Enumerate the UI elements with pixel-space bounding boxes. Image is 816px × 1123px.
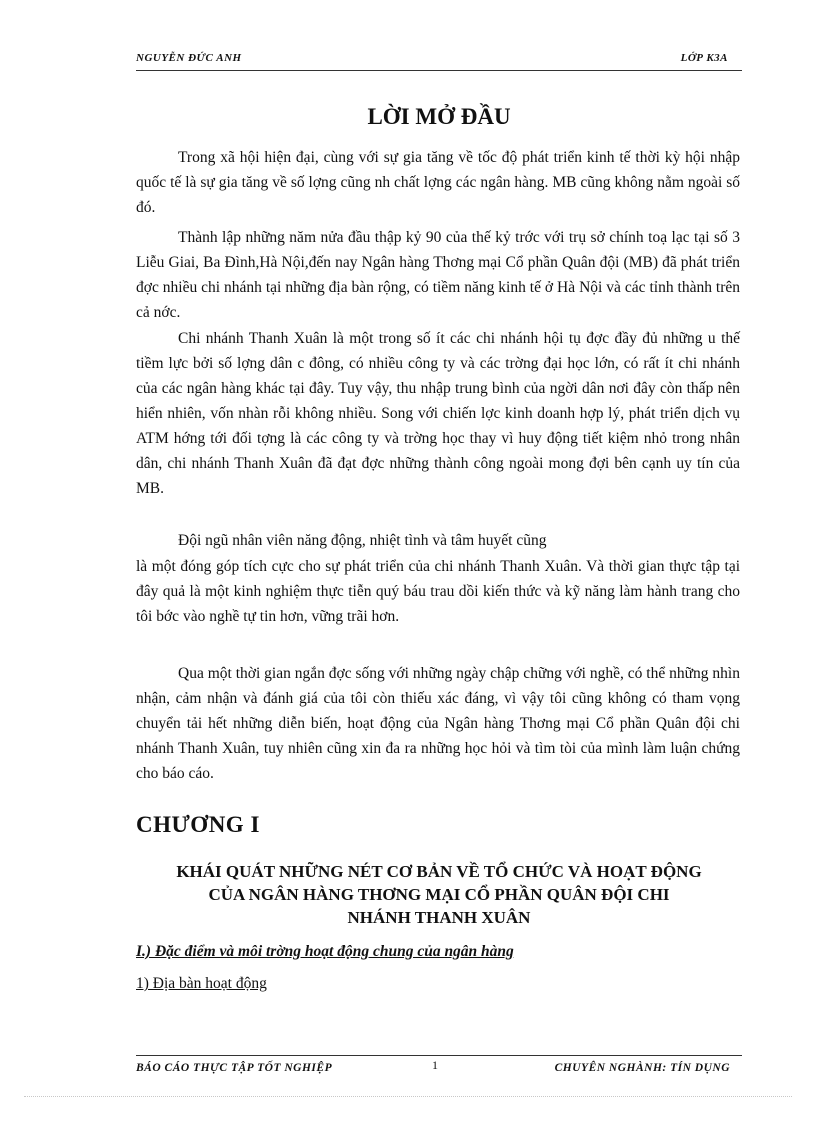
paragraph-3: Chi nhánh Thanh Xuân là một trong số ít các chi nhánh hội tụ đợc đầy đủ những u thế tiềm lực bởi số lợng dân c đông, có nhiều công ty và các trờng đại học lớn, có rất ít chi nhánh của các ngân hàng khác tại đây. Tuy vậy, thu nhập trung bình của ngời dân nơi đây còn thấp nên hiển nhiên, vốn nhàn rỗi không nhiều. Song với chiến lợc kinh doanh hợp lý, phát triển dịch vụ ATM hớng tới đối tợng là các công ty và trờng học thay vì huy động tiết kiệm nhỏ trong nhân dân, chi nhánh Thanh Xuân đã đạt đợc những thành công ngoài mong đợi bên cạnh uy tín của MB. [136,330,740,497]
subsection-heading: 1) Địa bàn hoạt động [136,975,267,992]
header-author: NGUYỄN ĐỨC ANH [136,52,242,64]
section-heading: I.) Đặc điểm và môi trờng hoạt động chung của ngân hàng [136,943,514,960]
page-number: 1 [432,1058,439,1072]
footer-report-label: BÁO CÁO THỰC TẬP TỐT NGHIỆP [136,1062,333,1074]
paragraph-5: là một đóng góp tích cực cho sự phát triển của chi nhánh Thanh Xuân. Và thời gian thực tập tại đây quả là một kinh nghiệm thực tiễn quý báu trau dồi kiến thức và kỹ năng làm hành trang cho tôi bớc vào nghề tự tin hơn, vững trãi hơn. [136,558,740,625]
paragraph-4: Đội ngũ nhân viên năng động, nhiệt tình và tâm huyết cũng [178,532,547,549]
paragraph-6: Qua một thời gian ngắn đợc sống với những ngày chập chững với nghề, có thể những nhìn nhận, cảm nhận và đánh giá của tôi còn thiếu xác đáng, vì vậy tôi cũng không có tham vọng chuyển tải hết những diễn biến, hoạt động của Ngân hàng Thơng mại Cổ phần Quân đội chi nhánh Thanh Xuân, tuy nhiên cũng xin đa ra những học hỏi và tìm tòi của mình làm luận chứng cho báo cáo. [136,665,740,782]
header-divider [136,70,742,71]
footer-major-label: CHUYÊN NGHÀNH: TÍN DỤNG [554,1062,730,1074]
document-title: LỜI MỞ ĐẦU [367,104,511,129]
chapter-subtitle-line: KHÁI QUÁT NHỮNG NÉT CƠ BẢN VỀ TỔ CHỨC VÀ HOẠT ĐỘNG [176,862,702,881]
chapter-subtitle-line: NHÁNH THANH XUÂN [347,908,531,927]
chapter-subtitle-line: CỦA NGÂN HÀNG THƠNG MẠI CỔ PHẦN QUÂN ĐỘI CHI [208,885,670,904]
paragraph-2: Thành lập những năm nửa đầu thập kỷ 90 của thế kỷ trớc với trụ sở chính toạ lạc tại số 3 Liễu Giai, Ba Đình,Hà Nội,đến nay Ngân hàng Thơng mại Cổ phần Quân đội (MB) đã phát triển đợc nhiều chi nhánh tại những địa bàn rộng, có tiềm năng kinh tế ở Hà Nội và các tỉnh thành trên cả nớc. [136,229,740,321]
page-header [136,50,742,70]
header-class: LỚP K3A [680,52,728,64]
chapter-title: CHƯƠNG I [136,812,260,837]
page-boundary [24,1096,792,1097]
page-footer [136,1060,742,1080]
chapter-subtitle [136,860,742,929]
footer-divider [136,1055,742,1056]
paragraph-1: Trong xã hội hiện đại, cùng với sự gia tăng về tốc độ phát triển kinh tế thời kỳ hội nhập quốc tế là sự gia tăng về số lợng cũng nh chất lợng các ngân hàng. MB cũng không nằm ngoài số đó. [136,149,740,216]
